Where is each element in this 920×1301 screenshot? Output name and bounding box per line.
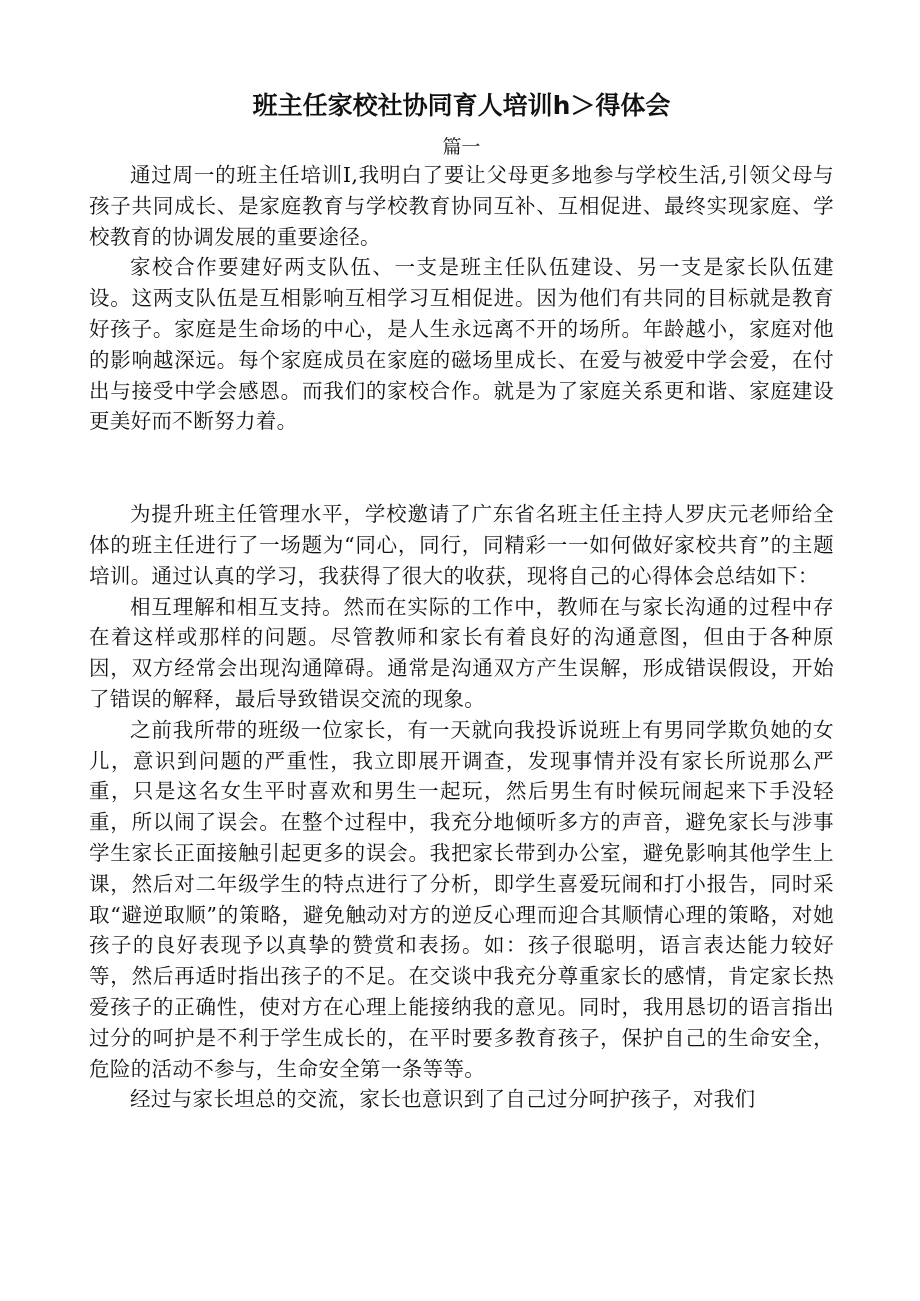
paragraph: 通过周一的班主任培训I,我明白了要让父母更多地参与学校生活,引领父母与孩子共同成长、是家庭教育与学校教育协同互补、互相促进、最终实现家庭、学校教育的协调发展的重要途径。: [89, 163, 834, 249]
paragraph: 相互理解和相互支持。然而在实际的工作中，教师在与家长沟通的过程中存在着这样或那样的问题。尽管教师和家长有着良好的沟通意图，但由于各种原因，双方经常会出现沟通障碍。通常是沟通双方产生误解，形成错误假设，开始了错误的解释，最后导致错误交流的现象。: [89, 594, 834, 711]
document-page: [89, 84, 834, 1115]
section-heading: 篇一: [442, 136, 481, 158]
paragraph: 之前我所带的班级一位家长，有一天就向我投诉说班上有男同学欺负她的女儿，意识到问题的严重性，我立即展开调查，发现事情并没有家长所说那么严重，只是这名女生平时喜欢和男生一起玩，然后男生有时候玩闹起来下手没轻重，所以闹了误会。在整个过程中，我充分地倾听多方的声音，避免家长与涉事学生家长正面接触引起更多的误会。我把家长带到办公室，避免影响其他学生上课，然后对二年级学生的特点进行了分析，即学生喜爱玩闹和打小报告，同时采取“避逆取顺”的策略，避免触动对方的逆反心理而迎合其顺情心理的策略，对她孩子的良好表现予以真挚的赞赏和表扬。如：孩子很聪明，语言表达能力较好等，然后再适时指出孩子的不足。在交谈中我充分尊重家长的感情，肯定家长热爱孩子的正确性，使对方在心理上能接纳我的意见。同时，我用恳切的语言指出过分的呵护是不利于学生成长的，在平时要多教育孩子，保护自己的生命安全，危险的活动不参与，生命安全第一条等等。: [89, 717, 834, 1081]
paragraph: 家校合作要建好两支队伍、一支是班主任队伍建设、另一支是家长队伍建设。这两支队伍是互相影响互相学习互相促进。因为他们有共同的目标就是教育好孩子。家庭是生命场的中心，是人生永远离不开的场所。年龄越小，家庭对他的影响越深远。每个家庭成员在家庭的磁场里成长、在爱与被爱中学会爱，在付出与接受中学会感恩。而我们的家校合作。就是为了家庭关系更和谐、家庭建设更美好而不断努力着。: [89, 255, 834, 434]
document-title: 班主任家校社协同育人培训h＞得体会: [252, 91, 671, 120]
paragraph: 为提升班主任管理水平，学校邀请了广东省名班主任主持人罗庆元老师给全体的班主任进行了一场题为“同心，同行，同精彩一一如何做好家校共育”的主题培训。通过认真的学习，我获得了很大的收获，现将自己的心得体会总结如下：: [89, 502, 834, 588]
section-two: [89, 499, 834, 1115]
paragraph: 经过与家长坦总的交流，家长也意识到了自己过分呵护孩子，对我们: [130, 1087, 756, 1112]
section-one: [89, 160, 834, 437]
